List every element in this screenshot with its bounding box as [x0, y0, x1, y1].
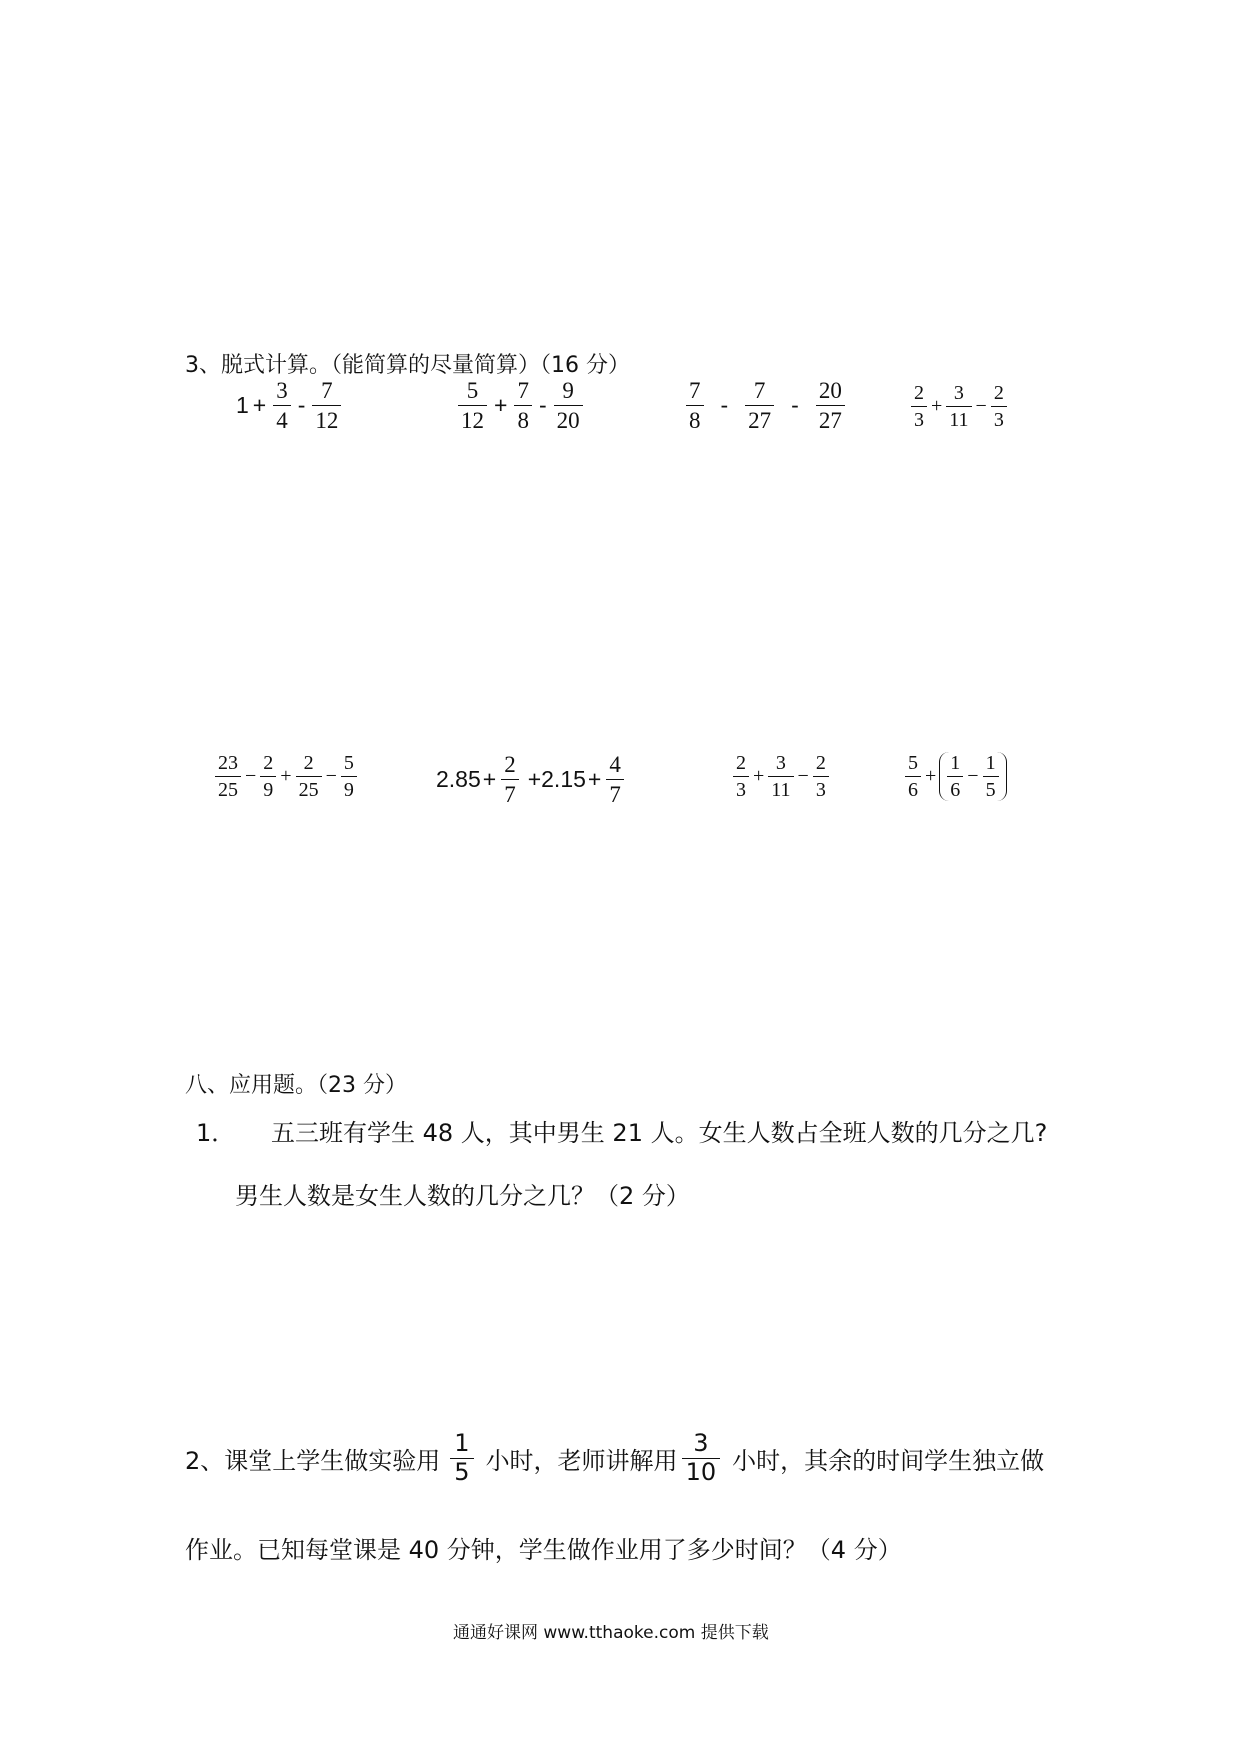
fraction — [341, 752, 357, 801]
numerator: 2 — [303, 752, 314, 774]
numerator: 7 — [321, 378, 333, 403]
numerator: 3 — [693, 1429, 709, 1457]
expr-operator: + — [494, 392, 508, 419]
question-1-number: 1． — [196, 1119, 236, 1147]
fraction — [458, 378, 487, 434]
fraction — [905, 752, 921, 801]
numerator: 1 — [454, 1429, 470, 1457]
expr-operator: + — [587, 766, 602, 793]
fraction — [816, 378, 845, 434]
numerator: 5 — [908, 752, 918, 774]
fraction — [768, 752, 793, 801]
expr-operator: - — [297, 392, 306, 419]
denominator: 8 — [514, 405, 532, 433]
fraction — [733, 752, 749, 801]
denominator: 5 — [983, 776, 999, 801]
numerator: 9 — [562, 378, 574, 403]
question-2-prefix: 2、课堂上学生做实验用 — [185, 1446, 441, 1475]
denominator: 27 — [816, 405, 845, 433]
denominator: 6 — [905, 776, 921, 801]
question-1-line-2: 男生人数是女生人数的几分之几？（2 分） — [235, 1182, 690, 1210]
numerator: 1 — [950, 752, 961, 774]
expr-operator: + — [252, 392, 267, 419]
numerator: 3 — [775, 752, 786, 774]
fraction — [273, 378, 291, 434]
numerator: 2 — [736, 752, 746, 774]
numerator: 3 — [953, 382, 964, 404]
question-2-middle: 小时，老师讲解用 — [485, 1446, 678, 1475]
denominator: 6 — [947, 776, 963, 801]
numerator: 23 — [218, 752, 238, 774]
fraction — [911, 382, 927, 431]
fraction — [686, 378, 704, 434]
numerator: 4 — [609, 752, 621, 777]
denominator: 7 — [501, 779, 519, 807]
denominator: 20 — [554, 405, 583, 433]
expr-operator: − — [797, 765, 809, 787]
expression-5 — [212, 752, 360, 801]
denominator: 5 — [450, 1458, 473, 1487]
fraction — [312, 378, 341, 434]
numerator: 5 — [466, 378, 479, 403]
fraction — [813, 752, 829, 801]
expression-4 — [908, 382, 1010, 431]
numerator: 2 — [914, 382, 924, 404]
denominator: 3 — [911, 406, 927, 431]
question-2-suffix: 小时，其余的时间学生独立做 — [732, 1446, 1045, 1475]
fraction — [606, 752, 624, 808]
section-8-title: 八、应用题。（23 分） — [185, 1073, 407, 1098]
expr-operator: - — [720, 392, 729, 419]
expr-term: +2.15 — [527, 766, 586, 793]
numerator: 7 — [689, 378, 701, 403]
question-2-line-1 — [185, 1430, 1044, 1486]
fraction — [501, 752, 519, 808]
denominator: 25 — [296, 776, 322, 801]
expr-operator: − — [325, 765, 337, 787]
expr-term: 2.85 — [436, 766, 481, 793]
denominator: 3 — [813, 776, 829, 801]
fraction — [554, 378, 583, 434]
expr-term: 1 — [236, 392, 249, 419]
expr-operator: - — [791, 392, 799, 419]
numerator: 7 — [753, 378, 766, 403]
expr-operator: - — [538, 392, 547, 419]
expr-operator: + — [925, 765, 937, 787]
numerator: 1 — [985, 752, 996, 774]
numerator: 20 — [818, 378, 842, 403]
fraction — [296, 752, 322, 801]
denominator: 4 — [273, 405, 291, 433]
fraction — [946, 382, 971, 431]
expression-3 — [683, 378, 848, 434]
footer-text: 通通好课网 www.tthaoke.com 提供下载 — [453, 1623, 769, 1643]
numerator: 2 — [993, 382, 1004, 404]
expr-operator: + — [280, 765, 292, 787]
expression-6 — [436, 752, 627, 808]
question-2-line-2: 作业。已知每堂课是 40 分钟，学生做作业用了多少时间？（4 分） — [185, 1536, 902, 1564]
expression-2 — [455, 378, 586, 434]
numerator: 2 — [504, 752, 516, 777]
numerator: 3 — [276, 378, 288, 403]
expr-operator: − — [967, 765, 979, 787]
denominator: 25 — [215, 776, 241, 801]
denominator: 3 — [991, 406, 1007, 431]
expr-operator: − — [975, 395, 987, 417]
fraction — [450, 1430, 473, 1486]
question-1-line-1: 五三班有学生 48 人，其中男生 21 人。女生人数占全班人数的几分之几? — [271, 1119, 1048, 1147]
denominator: 27 — [745, 405, 774, 433]
section-3-title: 3、脱式计算。（能简算的尽量简算）（16 分） — [185, 353, 630, 378]
numerator: 5 — [343, 752, 354, 774]
denominator: 7 — [606, 779, 624, 807]
expr-operator: − — [245, 765, 257, 787]
numerator: 2 — [263, 752, 274, 774]
denominator: 3 — [733, 776, 749, 801]
parenthesis-group — [939, 752, 1006, 801]
denominator: 11 — [946, 406, 971, 431]
denominator: 10 — [682, 1458, 721, 1487]
fraction — [947, 752, 963, 801]
numerator: 2 — [815, 752, 826, 774]
expr-operator: + — [753, 765, 765, 787]
denominator: 12 — [312, 405, 341, 433]
expression-7 — [730, 752, 832, 801]
fraction — [514, 378, 532, 434]
denominator: 8 — [686, 405, 704, 433]
fraction — [745, 378, 774, 434]
fraction — [991, 382, 1007, 431]
denominator: 12 — [458, 405, 487, 433]
numerator: 7 — [517, 378, 529, 403]
expression-8 — [902, 752, 1009, 801]
denominator: 11 — [768, 776, 793, 801]
fraction — [260, 752, 276, 801]
expr-operator: + — [931, 395, 943, 417]
denominator: 9 — [341, 776, 357, 801]
expr-operator: + — [482, 766, 497, 793]
fraction — [682, 1430, 721, 1486]
expression-1 — [236, 378, 344, 434]
fraction — [215, 752, 241, 801]
fraction — [983, 752, 999, 801]
denominator: 9 — [260, 776, 276, 801]
